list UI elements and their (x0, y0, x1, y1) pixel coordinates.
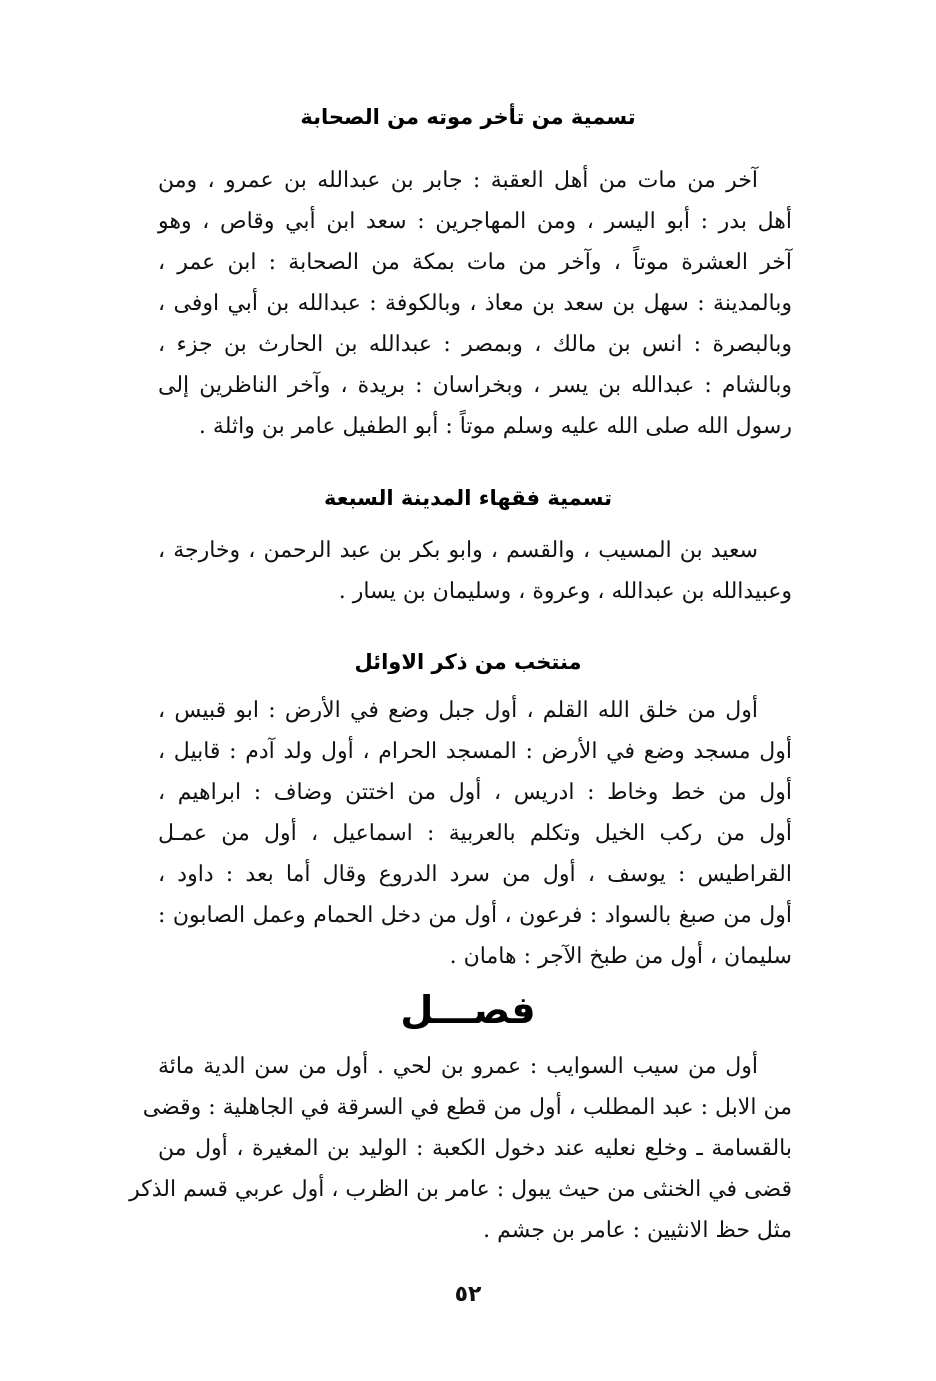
text-line: أول من صبغ بالسواد : فرعون ، أول من دخل الحمام وعمل الصابون : (158, 903, 792, 928)
text-line: مثل حظ الانثيين : عامر بن جشم . (483, 1218, 792, 1243)
page-number: ٥٢ (454, 1282, 482, 1307)
text-line: وبالمدينة : سهل بن سعد بن معاذ ، وبالكوفة : عبدالله بن أبي اوفى ، (158, 291, 792, 316)
text-line: القراطيس : يوسف ، أول من سرد الدروع وقال أما بعد : داود ، (158, 862, 792, 887)
text-line: سليمان ، أول من طبخ الآجر : هامان . (449, 944, 792, 969)
text-line: وبالبصرة : انس بن مالك ، وبمصر : عبدالله بن الحارث بن جزء ، (158, 332, 792, 357)
text-line: أول مسجد وضع في الأرض : المسجد الحرام ، أول ولد آدم : قابيل ، (158, 739, 792, 764)
text-line: أهل بدر : أبو اليسر ، ومن المهاجرين : سعد ابن أبي وقاص ، وهو (158, 209, 792, 234)
text-line: آخر العشرة موتاً ، وآخر من مات بمكة من الصحابة : ابن عمر ، (158, 250, 792, 275)
section-heading-seven-jurists: تسمية فقهاء المدينة السبعة (323, 486, 613, 510)
text-line: وبالشام : عبدالله بن يسر ، وبخراسان : بريدة ، وآخر الناظرين إلى (158, 373, 792, 398)
paragraph-firsts (158, 690, 792, 977)
section-heading-firsts: منتخب من ذكر الاوائل (354, 650, 582, 674)
text-line: وعبيدالله بن عبدالله ، وعروة ، وسليمان بن يسار . (338, 579, 792, 604)
paragraph-seven-jurists (158, 530, 792, 612)
text-line: بالقسامة ـ وخلع نعليه عند دخول الكعبة : الوليد بن المغيرة ، أول من (158, 1136, 792, 1161)
text-line: آخر من مات من أهل العقبة : جابر بن عبدالله بن عمرو ، ومن (158, 168, 758, 193)
text-line: من الابل : عبد المطلب ، أول من قطع في السرقة في الجاهلية : وقضى (142, 1095, 792, 1120)
paragraph-companions (158, 160, 792, 447)
section-heading-chapter: فصـــل (400, 988, 536, 1032)
text-line: أول من سيب السوايب : عمرو بن لحي . أول من سن الدية مائة (158, 1054, 758, 1079)
text-line: سعيد بن المسيب ، والقسم ، وابو بكر بن عبد الرحمن ، وخارجة ، (158, 538, 758, 563)
text-line: أول من خلق الله القلم ، أول جبل وضع في الأرض : ابو قبيس ، (158, 698, 758, 723)
paragraph-chapter (129, 1046, 792, 1251)
text-line: أول من ركب الخيل وتكلم بالعربية : اسماعيل ، أول من عمـل (158, 821, 792, 846)
text-line: قضى في الخنثى من حيث يبول : عامر بن الظرب ، أول عربي قسم الذكر (129, 1177, 792, 1202)
text-line: رسول الله صلى الله عليه وسلم موتاً : أبو الطفيل عامر بن واثلة . (198, 414, 792, 439)
text-line: أول من خط وخاط : ادريس ، أول من اختتن وضاف : ابراهيم ، (158, 780, 792, 805)
section-heading-companions: تسمية من تأخر موته من الصحابة (300, 105, 636, 129)
